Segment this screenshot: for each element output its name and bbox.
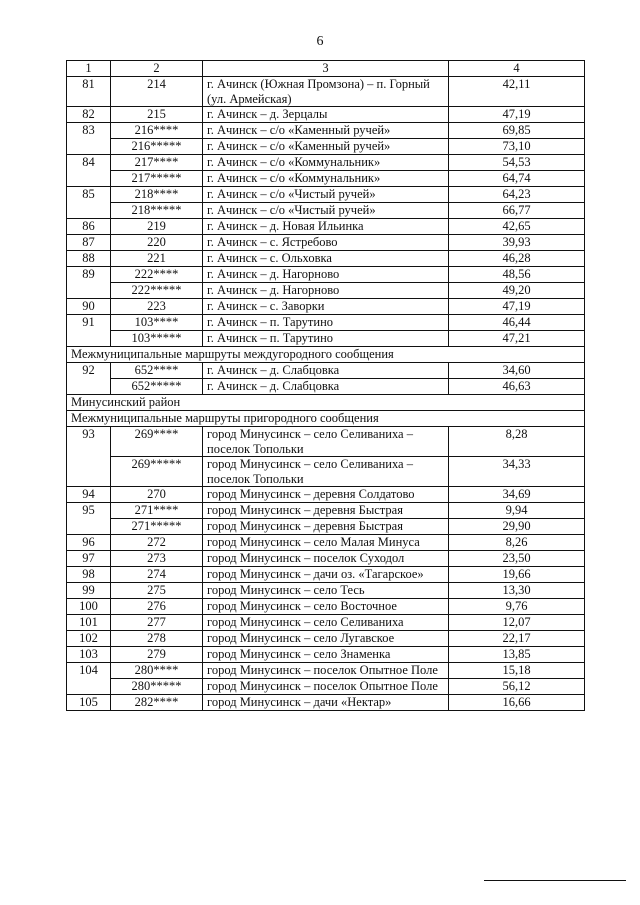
route-name-cell: г. Ачинск – д. Нагорново	[203, 283, 449, 299]
route-name-cell: г. Ачинск – д. Зерцалы	[203, 107, 449, 123]
route-name-cell: город Минусинск – село Селиваниха – поселок Топольки	[203, 457, 449, 487]
table-row	[67, 487, 585, 503]
route-value-cell: 46,63	[449, 379, 585, 395]
route-name-cell: г. Ачинск – д. Нагорново	[203, 267, 449, 283]
route-value-cell: 13,30	[449, 583, 585, 599]
route-value-cell: 42,65	[449, 219, 585, 235]
footer-rule	[484, 880, 626, 881]
route-name-cell: г. Ачинск – с/о «Каменный ручей»	[203, 139, 449, 155]
table-row	[67, 679, 585, 695]
route-code-cell: 274	[111, 567, 203, 583]
table-row	[67, 599, 585, 615]
route-name-cell: г. Ачинск – с/о «Чистый ручей»	[203, 187, 449, 203]
route-code-cell: 275	[111, 583, 203, 599]
route-value-cell: 42,11	[449, 77, 585, 107]
route-number-cell: 93	[67, 427, 111, 487]
route-code-cell: 280*****	[111, 679, 203, 695]
route-value-cell: 39,93	[449, 235, 585, 251]
route-code-cell: 270	[111, 487, 203, 503]
route-number-cell: 86	[67, 219, 111, 235]
route-code-cell: 216****	[111, 123, 203, 139]
route-name-cell: г. Ачинск – д. Слабцовка	[203, 363, 449, 379]
route-number-cell: 90	[67, 299, 111, 315]
table-row	[67, 299, 585, 315]
route-value-cell: 34,33	[449, 457, 585, 487]
route-code-cell: 103*****	[111, 331, 203, 347]
route-value-cell: 8,28	[449, 427, 585, 457]
route-code-cell: 223	[111, 299, 203, 315]
route-name-cell: город Минусинск – деревня Быстрая	[203, 503, 449, 519]
section-row	[67, 411, 585, 427]
route-code-cell: 278	[111, 631, 203, 647]
table-row	[67, 519, 585, 535]
route-code-cell: 276	[111, 599, 203, 615]
route-name-cell: г. Ачинск – с/о «Коммунальник»	[203, 171, 449, 187]
route-name-cell: г. Ачинск – с. Ольховка	[203, 251, 449, 267]
table-row	[67, 315, 585, 331]
route-code-cell: 214	[111, 77, 203, 107]
route-value-cell: 56,12	[449, 679, 585, 695]
table-header-row	[67, 61, 585, 77]
route-code-cell: 215	[111, 107, 203, 123]
route-value-cell: 64,23	[449, 187, 585, 203]
table-row	[67, 363, 585, 379]
route-number-cell: 101	[67, 615, 111, 631]
route-code-cell: 219	[111, 219, 203, 235]
section-title: Межмуниципальные маршруты пригородного сообщения	[67, 411, 585, 427]
route-number-cell: 82	[67, 107, 111, 123]
route-code-cell: 269*****	[111, 457, 203, 487]
route-value-cell: 46,28	[449, 251, 585, 267]
route-name-cell: город Минусинск – село Селиваниха – поселок Топольки	[203, 427, 449, 457]
route-code-cell: 280****	[111, 663, 203, 679]
route-name-cell: г. Ачинск – п. Тарутино	[203, 331, 449, 347]
table-row	[67, 251, 585, 267]
route-code-cell: 272	[111, 535, 203, 551]
table-row	[67, 187, 585, 203]
table-row	[67, 283, 585, 299]
route-code-cell: 277	[111, 615, 203, 631]
section-title: Минусинский район	[67, 395, 585, 411]
route-name-cell: г. Ачинск – п. Тарутино	[203, 315, 449, 331]
table-row	[67, 551, 585, 567]
route-number-cell: 83	[67, 123, 111, 155]
route-code-cell: 269****	[111, 427, 203, 457]
route-code-cell: 222****	[111, 267, 203, 283]
route-code-cell: 218*****	[111, 203, 203, 219]
route-name-cell: город Минусинск – село Селиваниха	[203, 615, 449, 631]
route-value-cell: 9,94	[449, 503, 585, 519]
route-value-cell: 22,17	[449, 631, 585, 647]
route-number-cell: 89	[67, 267, 111, 299]
route-number-cell: 94	[67, 487, 111, 503]
table-row	[67, 535, 585, 551]
route-name-cell: г. Ачинск – с. Заворки	[203, 299, 449, 315]
table-row	[67, 695, 585, 711]
route-code-cell: 216*****	[111, 139, 203, 155]
route-number-cell: 103	[67, 647, 111, 663]
route-value-cell: 47,19	[449, 107, 585, 123]
routes-table	[66, 60, 585, 711]
table-row	[67, 567, 585, 583]
route-code-cell: 273	[111, 551, 203, 567]
table-row	[67, 123, 585, 139]
route-name-cell: город Минусинск – село Знаменка	[203, 647, 449, 663]
table-row	[67, 503, 585, 519]
route-value-cell: 73,10	[449, 139, 585, 155]
route-code-cell: 217****	[111, 155, 203, 171]
table-row	[67, 457, 585, 487]
table-row	[67, 331, 585, 347]
route-number-cell: 105	[67, 695, 111, 711]
route-number-cell: 95	[67, 503, 111, 535]
route-number-cell: 104	[67, 663, 111, 695]
route-code-cell: 652*****	[111, 379, 203, 395]
route-value-cell: 46,44	[449, 315, 585, 331]
route-number-cell: 81	[67, 77, 111, 107]
route-value-cell: 54,53	[449, 155, 585, 171]
table-row	[67, 647, 585, 663]
table-row	[67, 77, 585, 107]
route-name-cell: город Минусинск – село Тесь	[203, 583, 449, 599]
route-name-cell: город Минусинск – село Восточное	[203, 599, 449, 615]
table-row	[67, 583, 585, 599]
route-name-cell: город Минусинск – поселок Опытное Поле	[203, 663, 449, 679]
route-number-cell: 84	[67, 155, 111, 187]
route-name-cell: г. Ачинск – с. Ястребово	[203, 235, 449, 251]
route-name-cell: город Минусинск – дачи оз. «Тагарское»	[203, 567, 449, 583]
route-value-cell: 47,21	[449, 331, 585, 347]
route-number-cell: 96	[67, 535, 111, 551]
route-code-cell: 222*****	[111, 283, 203, 299]
route-value-cell: 23,50	[449, 551, 585, 567]
route-value-cell: 34,60	[449, 363, 585, 379]
route-code-cell: 221	[111, 251, 203, 267]
route-value-cell: 64,74	[449, 171, 585, 187]
table-row	[67, 663, 585, 679]
route-value-cell: 49,20	[449, 283, 585, 299]
route-number-cell: 97	[67, 551, 111, 567]
table-row	[67, 171, 585, 187]
route-name-cell: г. Ачинск – д. Слабцовка	[203, 379, 449, 395]
route-value-cell: 34,69	[449, 487, 585, 503]
route-value-cell: 8,26	[449, 535, 585, 551]
header-col-4: 4	[449, 61, 585, 77]
route-number-cell: 85	[67, 187, 111, 219]
route-number-cell: 100	[67, 599, 111, 615]
route-name-cell: город Минусинск – село Лугавское	[203, 631, 449, 647]
table-row	[67, 203, 585, 219]
route-code-cell: 282****	[111, 695, 203, 711]
table-row	[67, 139, 585, 155]
route-name-cell: г. Ачинск – с/о «Каменный ручей»	[203, 123, 449, 139]
route-number-cell: 92	[67, 363, 111, 395]
route-name-cell: город Минусинск – дачи «Нектар»	[203, 695, 449, 711]
route-value-cell: 16,66	[449, 695, 585, 711]
route-code-cell: 279	[111, 647, 203, 663]
route-name-cell: город Минусинск – село Малая Минуса	[203, 535, 449, 551]
route-number-cell: 99	[67, 583, 111, 599]
route-name-cell: город Минусинск – поселок Опытное Поле	[203, 679, 449, 695]
route-code-cell: 220	[111, 235, 203, 251]
route-name-cell: город Минусинск – деревня Солдатово	[203, 487, 449, 503]
route-value-cell: 69,85	[449, 123, 585, 139]
route-name-cell: город Минусинск – поселок Суходол	[203, 551, 449, 567]
route-code-cell: 271*****	[111, 519, 203, 535]
route-code-cell: 103****	[111, 315, 203, 331]
header-col-2: 2	[111, 61, 203, 77]
table-row	[67, 427, 585, 457]
section-row	[67, 395, 585, 411]
route-value-cell: 12,07	[449, 615, 585, 631]
route-name-cell: город Минусинск – деревня Быстрая	[203, 519, 449, 535]
route-value-cell: 15,18	[449, 663, 585, 679]
route-number-cell: 102	[67, 631, 111, 647]
route-value-cell: 47,19	[449, 299, 585, 315]
route-number-cell: 98	[67, 567, 111, 583]
route-value-cell: 48,56	[449, 267, 585, 283]
section-row	[67, 347, 585, 363]
route-value-cell: 29,90	[449, 519, 585, 535]
route-number-cell: 88	[67, 251, 111, 267]
page-number: 6	[316, 34, 324, 49]
route-value-cell: 9,76	[449, 599, 585, 615]
table-row	[67, 267, 585, 283]
table-row	[67, 107, 585, 123]
route-number-cell: 91	[67, 315, 111, 347]
header-col-1: 1	[67, 61, 111, 77]
table-row	[67, 379, 585, 395]
route-name-cell: г. Ачинск – с/о «Коммунальник»	[203, 155, 449, 171]
route-name-cell: г. Ачинск – с/о «Чистый ручей»	[203, 203, 449, 219]
route-name-cell: г. Ачинск (Южная Промзона) – п. Горный (ул. Армейская)	[203, 77, 449, 107]
table-row	[67, 631, 585, 647]
route-value-cell: 13,85	[449, 647, 585, 663]
route-value-cell: 19,66	[449, 567, 585, 583]
route-code-cell: 218****	[111, 187, 203, 203]
route-value-cell: 66,77	[449, 203, 585, 219]
route-code-cell: 271****	[111, 503, 203, 519]
route-number-cell: 87	[67, 235, 111, 251]
table-row	[67, 219, 585, 235]
route-code-cell: 652****	[111, 363, 203, 379]
section-title: Межмуниципальные маршруты междугородного сообщения	[67, 347, 585, 363]
table-row	[67, 615, 585, 631]
table-row	[67, 235, 585, 251]
route-name-cell: г. Ачинск – д. Новая Ильинка	[203, 219, 449, 235]
table-row	[67, 155, 585, 171]
header-col-3: 3	[203, 61, 449, 77]
route-code-cell: 217*****	[111, 171, 203, 187]
